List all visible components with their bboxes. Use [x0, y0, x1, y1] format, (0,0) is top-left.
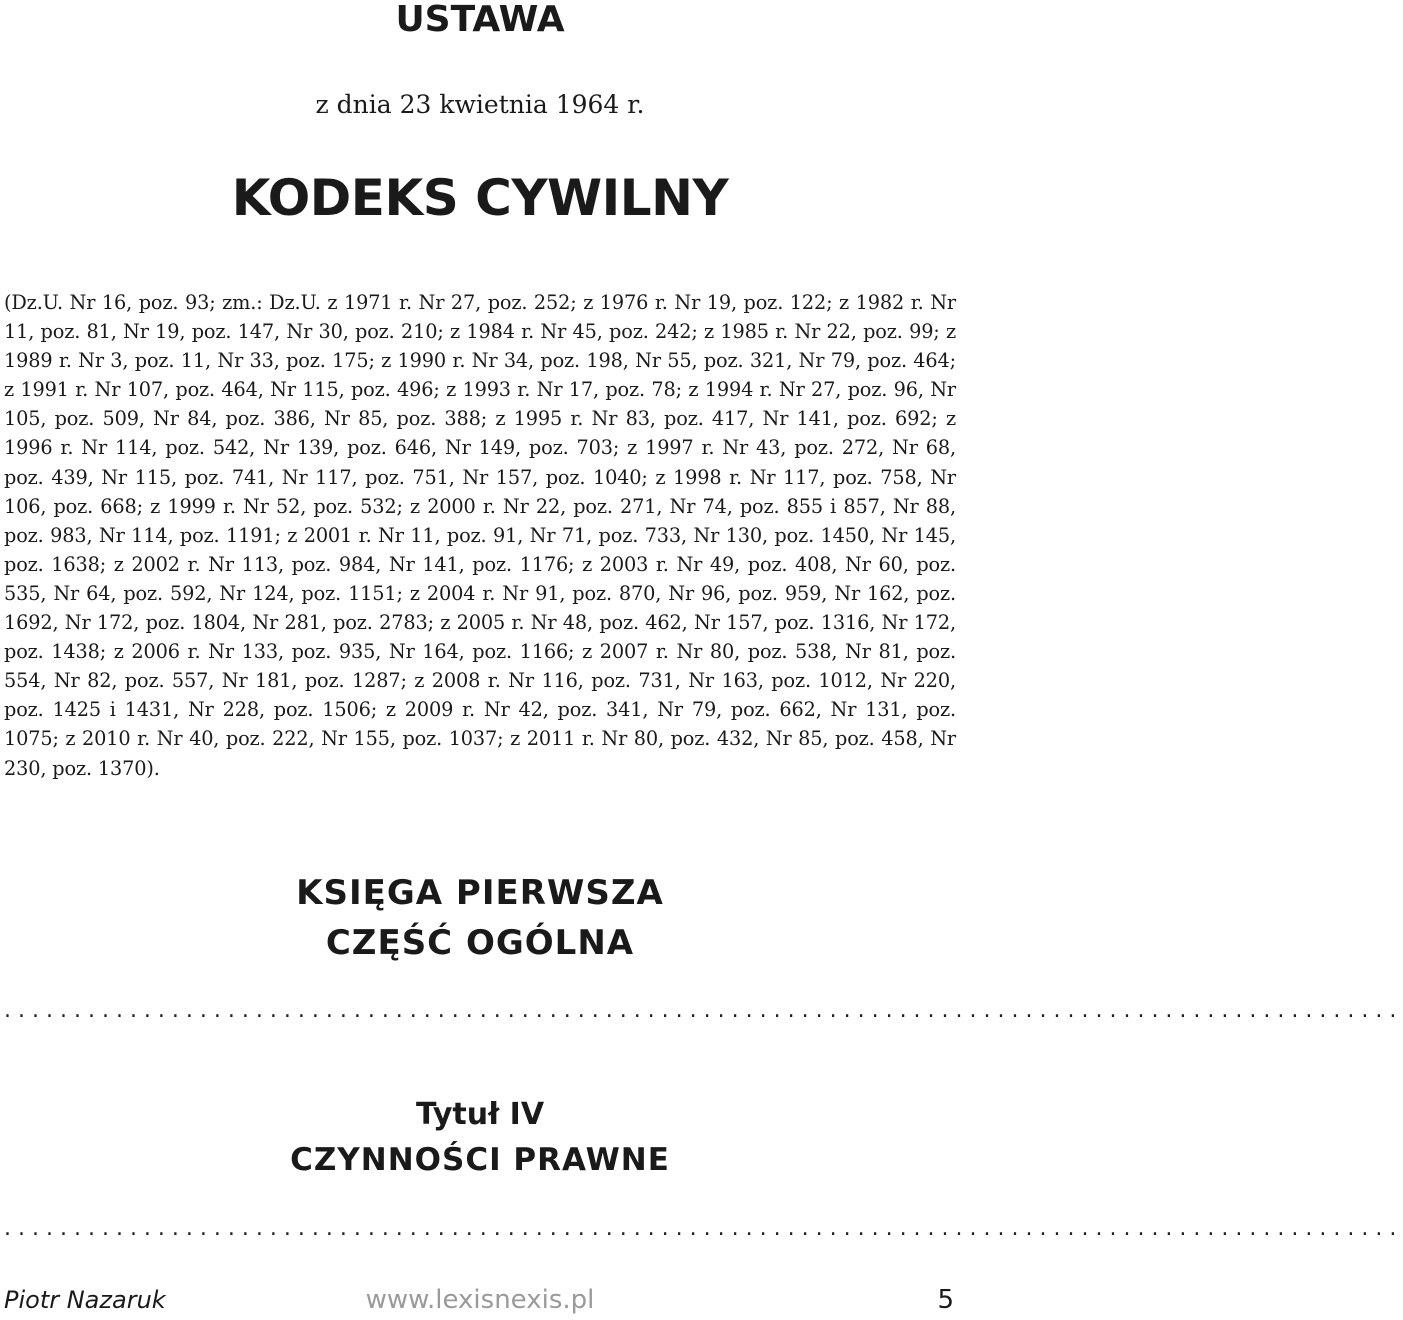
page-footer: [0, 1284, 960, 1318]
title-name: CZYNNOŚCI PRAWNE: [290, 1142, 670, 1178]
title-number: Tytuł IV: [415, 1097, 545, 1132]
dotted-separator-top: ....................................................................................................: [4, 998, 1403, 1023]
footer-url-link[interactable]: www.lexisnexis.pl: [365, 1285, 595, 1315]
act-date: z dnia 23 kwietnia 1964 r.: [315, 90, 645, 119]
journal-citation: (Dz.U. Nr 16, poz. 93; zm.: Dz.U. z 1971 r. Nr 27, poz. 252; z 1976 r. Nr 19, poz. 122; z 1982 r. Nr 11, poz. 81, Nr 19, poz. 147, Nr 30, poz. 210; z 1984 r. Nr 45, poz. 242; z 1985 r. Nr 22, poz. 99; z 1989 r. Nr 3, poz. 11, Nr 33, poz. 175; z 1990 r. Nr 34, poz. 198, Nr 55, poz. 321, Nr 79, poz. 464; z 1991 r. Nr 107, poz. 464, Nr 115, poz. 496; z 1993 r. Nr 17, poz. 78; z 1994 r. Nr 27, poz. 96, Nr 105, poz. 509, Nr 84, poz. 386, Nr 85, poz. 388; z 1995 r. Nr 83, poz. 417, Nr 141, poz. 692; z 1996 r. Nr 114, poz. 542, Nr 139, poz. 646, Nr 149, poz. 703; z 1997 r. Nr 43, poz. 272, Nr 68, poz. 439, Nr 115, poz. 741, Nr 117, poz. 751, Nr 157, poz. 1040; z 1998 r. Nr 117, poz. 758, Nr 106, poz. 668; z 1999 r. Nr 52, poz. 532; z 2000 r. Nr 22, poz. 271, Nr 74, poz. 855 i 857, Nr 88, poz. 983, Nr 114, poz. 1191; z 2001 r. Nr 11, poz. 91, Nr 71, poz. 733, Nr 130, poz. 1450, Nr 145, poz. 1638; z 2002 r. Nr 113, poz. 984, Nr 141, poz. 1176; z 2003 r. Nr 49, poz. 408, Nr 60, poz. 535, Nr 64, poz. 592, Nr 124, poz. 1151; z 2004 r. Nr 91, poz. 870, Nr 96, poz. 959, Nr 162, poz. 1692, Nr 172, poz. 1804, Nr 281, poz. 2783; z 2005 r. Nr 48, poz. 462, Nr 157, poz. 1316, Nr 172, poz. 1438; z 2006 r. Nr 133, poz. 935, Nr 164, poz. 1166; z 2007 r. Nr 80, poz. 538, Nr 81, poz. 554, Nr 82, poz. 557, Nr 181, poz. 1287; z 2008 r. Nr 116, poz. 731, Nr 163, poz. 1012, Nr 220, poz. 1425 i 1431, Nr 228, poz. 1506; z 2009 r. Nr 42, poz. 341, Nr 79, poz. 662, Nr 131, poz. 1075; z 2010 r. Nr 40, poz. 222, Nr 155, poz. 1037; z 2011 r. Nr 80, poz. 432, Nr 85, poz. 458, Nr 230, poz. 1370).: [4, 291, 956, 780]
book-heading-line1: KSIĘGA PIERWSZA: [296, 873, 664, 913]
book-heading: [0, 868, 960, 968]
footer-author: Piotr Nazaruk: [4, 1286, 166, 1314]
act-type-heading: USTAWA: [395, 0, 565, 40]
dotted-separator-bottom: ....................................................................................................: [4, 1216, 1403, 1241]
book-heading-line2: CZĘŚĆ OGÓLNA: [325, 923, 635, 963]
page-number: 5: [937, 1285, 954, 1315]
code-title: KODEKS CYWILNY: [231, 169, 729, 227]
